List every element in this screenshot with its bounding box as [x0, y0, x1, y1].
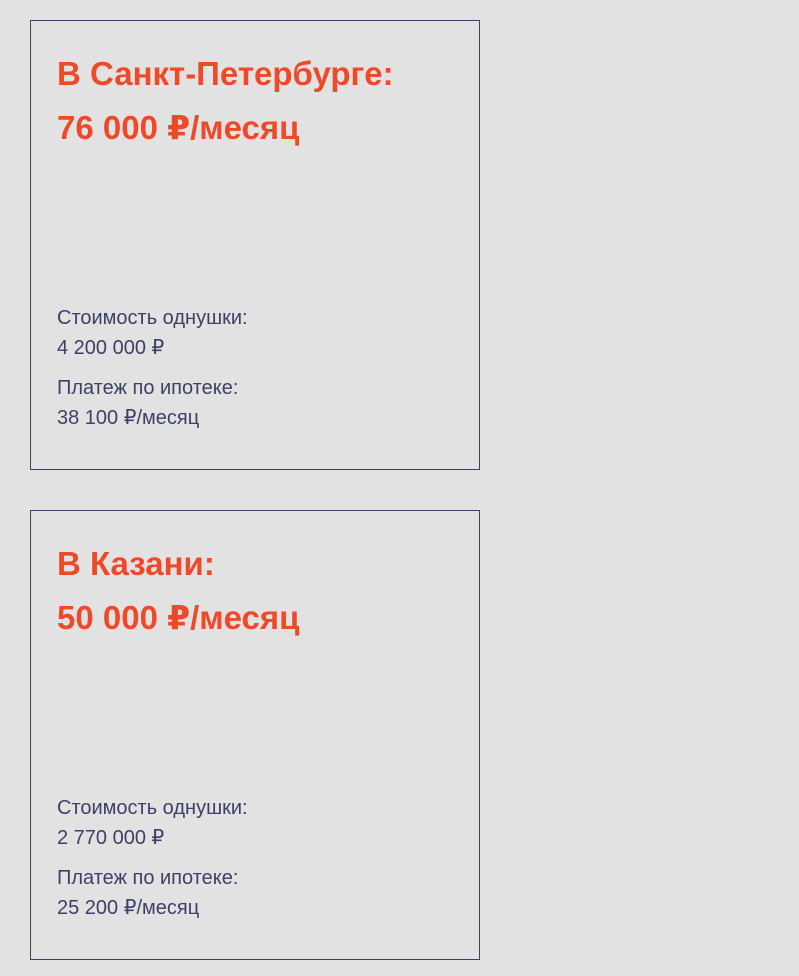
card-details	[57, 793, 248, 923]
mortgage-value: 25 200 ₽/месяц	[57, 897, 200, 919]
card-headline	[57, 47, 394, 155]
mortgage-label: Платеж по ипотеке:	[57, 867, 239, 889]
studio-cost-label: Стоимость однушки:	[57, 797, 248, 819]
studio-cost	[57, 793, 248, 853]
monthly-amount: 76 000 ₽/месяц	[57, 109, 300, 146]
studio-cost-label: Стоимость однушки:	[57, 307, 248, 329]
studio-cost	[57, 303, 248, 363]
studio-cost-value: 2 770 000 ₽	[57, 827, 165, 849]
card-headline	[57, 537, 299, 645]
city-card-kazan	[30, 510, 480, 960]
mortgage-value: 38 100 ₽/месяц	[57, 407, 200, 429]
monthly-amount: 50 000 ₽/месяц	[57, 599, 300, 636]
city-card-saint-petersburg	[30, 20, 480, 470]
city-label: В Санкт-Петербурге:	[57, 55, 394, 92]
mortgage-payment	[57, 373, 248, 433]
mortgage-payment	[57, 863, 248, 923]
card-details	[57, 303, 248, 433]
studio-cost-value: 4 200 000 ₽	[57, 337, 165, 359]
city-label: В Казани:	[57, 545, 215, 582]
mortgage-label: Платеж по ипотеке:	[57, 377, 239, 399]
